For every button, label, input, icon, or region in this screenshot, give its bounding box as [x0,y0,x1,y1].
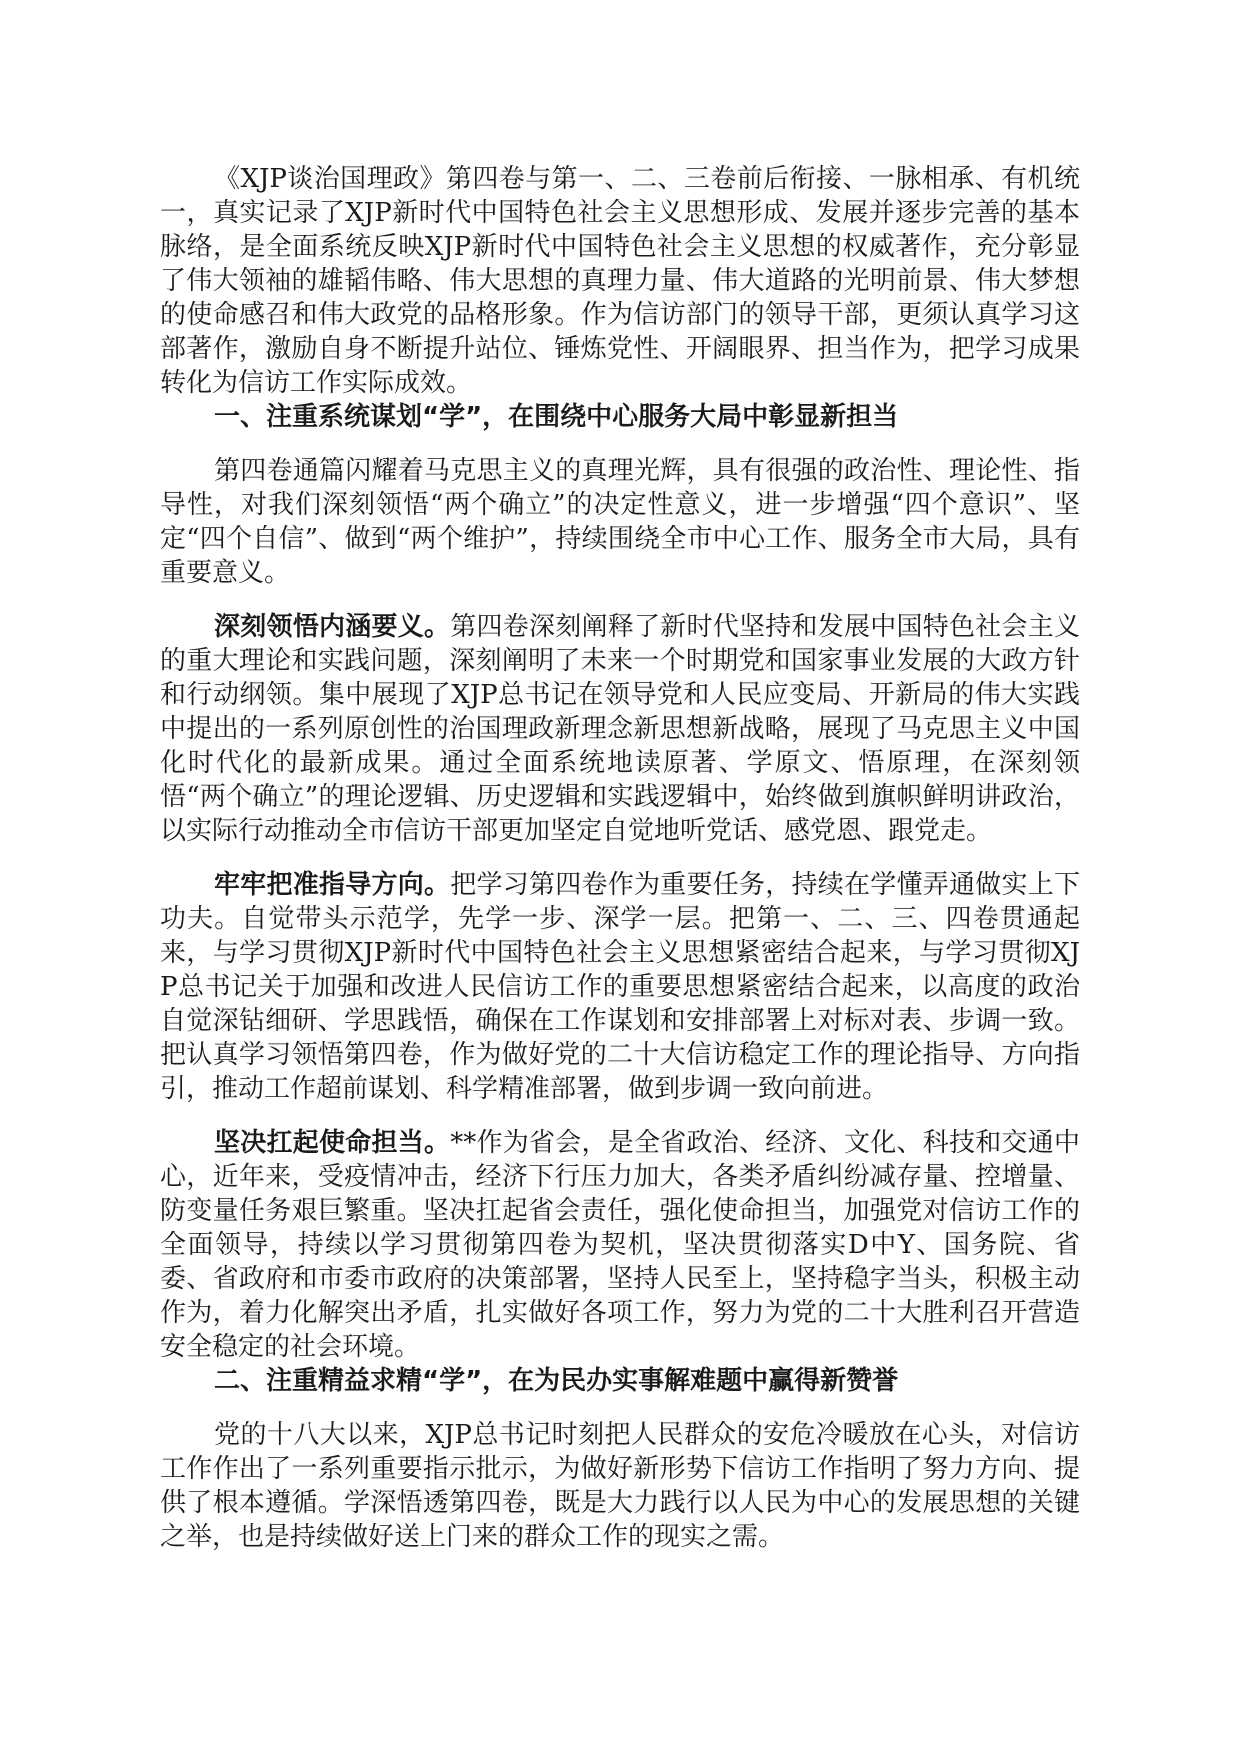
section-1-heading: 一、注重系统谋划“学”，在围绕中心服务大局中彰显新担当 [214,402,899,432]
point-3-paragraph [160,1126,1080,1364]
point-1-paragraph [160,610,1080,848]
point-1-text: 第四卷深刻阐释了新时代坚持和发展中国特色社会主义的重大理论和实践问题，深刻阐明了未来一个时期党和国家事业发展的大政方针和行动纲领。集中展现了XJP总书记在领导党和人民应变局、开新局的伟大实践中提出的一系列原创性的治国理政新理念新思想新战略，展现了马克思主义中国化时代化的最新成果。通过全面系统地读原著、学原文、悟原理，在深刻领悟“两个确立”的理论逻辑、历史逻辑和实践逻辑中，始终做到旗帜鲜明讲政治，以实际行动推动全市信访干部更加坚定自觉地听党话、感党恩、跟党走。 [160,612,1080,846]
point-3-lead: 坚决扛起使命担当。 [214,1128,451,1158]
point-3-text: **作为省会，是全省政治、经济、文化、科技和交通中心，近年来，受疫情冲击，经济下行压力加大，各类矛盾纠纷减存量、控增量、防变量任务艰巨繁重。坚决扛起省会责任，强化使命担当，加强党对信访工作的全面领导，持续以学习贯彻第四卷为契机，坚决贯彻落实D中Y、国务院、省委、省政府和市委市政府的决策部署，坚持人民至上，坚持稳字当头，积极主动作为，着力化解突出矛盾，扎实做好各项工作，努力为党的二十大胜利召开营造安全稳定的社会环境。 [160,1128,1080,1362]
point-2-text: 把学习第四卷作为重要任务，持续在学懂弄通做实上下功夫。自觉带头示范学，先学一步、深学一层。把第一、二、三、四卷贯通起来，与学习贯彻XJP新时代中国特色社会主义思想紧密结合起来，与学习贯彻XJP总书记关于加强和改进人民信访工作的重要思想紧密结合起来，以高度的政治自觉深钻细研、学思践悟，确保在工作谋划和安排部署上对标对表、步调一致。把认真学习领悟第四卷，作为做好党的二十大信访稳定工作的理论指导、方向指引，推动工作超前谋划、科学精准部署，做到步调一致向前进。 [160,870,1080,1104]
section-2-body: 党的十八大以来，XJP总书记时刻把人民群众的安危冷暖放在心头，对信访工作作出了一系列重要指示批示，为做好新形势下信访工作指明了努力方向、提供了根本遵循。学深悟透第四卷，既是大力践行以人民为中心的发展思想的关键之举，也是持续做好送上门来的群众工作的现实之需。 [160,1420,1080,1552]
document-page [160,162,1080,1554]
intro-paragraph: 《XJP谈治国理政》第四卷与第一、二、三卷前后衔接、一脉相承、有机统一，真实记录了XJP新时代中国特色社会主义思想形成、发展并逐步完善的基本脉络，是全面系统反映XJP新时代中国特色社会主义思想的权威著作，充分彰显了伟大领袖的雄韬伟略、伟大思想的真理力量、伟大道路的光明前景、伟大梦想的使命感召和伟大政党的品格形象。作为信访部门的领导干部，更须认真学习这部著作，激励自身不断提升站位、锤炼党性、开阔眼界、担当作为，把学习成果转化为信访工作实际成效。 [160,164,1080,398]
section-1-body: 第四卷通篇闪耀着马克思主义的真理光辉，具有很强的政治性、理论性、指导性，对我们深刻领悟“两个确立”的决定性意义，进一步增强“四个意识”、坚定“四个自信”、做到“两个维护”，持续围绕全市中心工作、服务全市大局，具有重要意义。 [160,456,1080,588]
point-2-paragraph [160,868,1080,1106]
section-2-heading: 二、注重精益求精“学”，在为民办实事解难题中赢得新赞誉 [214,1366,899,1396]
point-1-lead: 深刻领悟内涵要义。 [214,612,451,642]
point-2-lead: 牢牢把准指导方向。 [214,870,451,900]
